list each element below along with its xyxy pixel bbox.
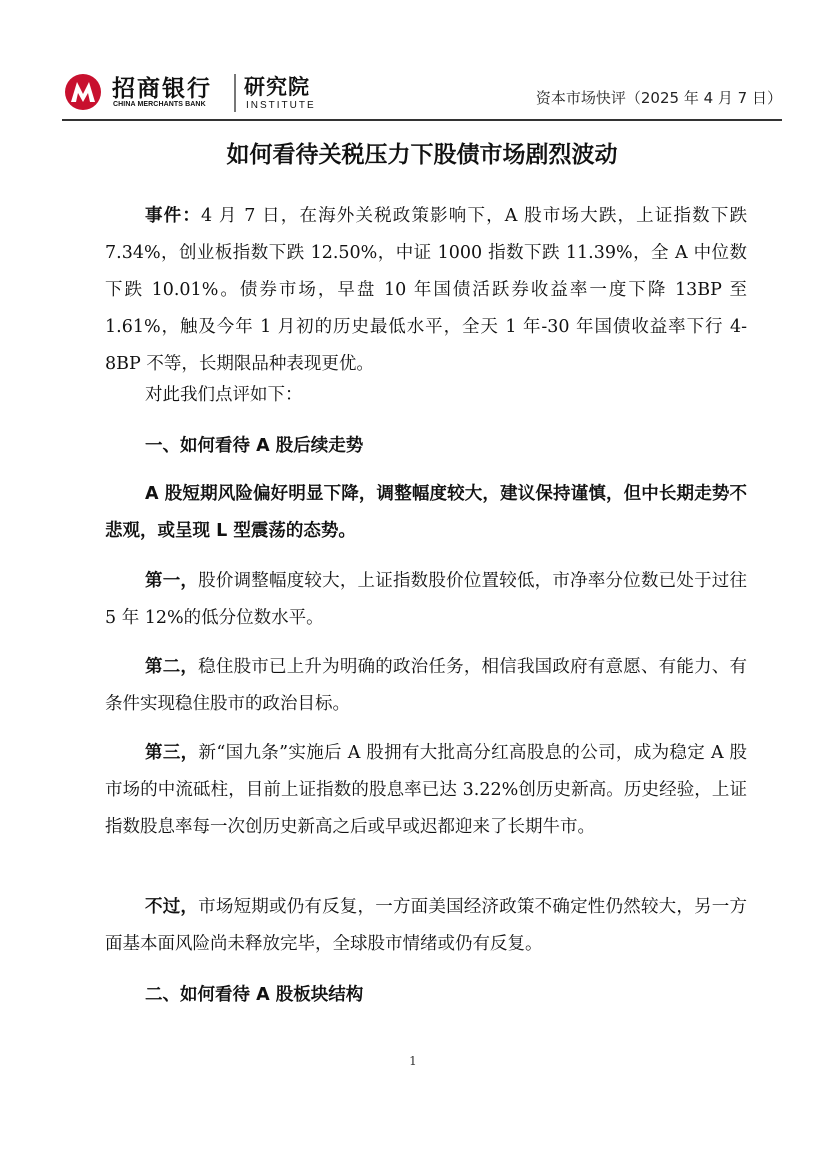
page-number: 1	[409, 1054, 417, 1068]
institute-name-cn: 研究院	[244, 75, 310, 99]
caveat-paragraph	[105, 889, 747, 963]
point-2	[105, 649, 747, 723]
point-3-label: 第三，	[145, 743, 199, 763]
event-paragraph	[105, 198, 747, 383]
point-1	[105, 563, 747, 637]
event-text: 4 月 7 日，在海外关税政策影响下，A 股市场大跌，上证指数下跌 7.34%，创业板指数下跌 12.50%，中证 1000 指数下跌 11.39%，全 A 中位数下跌 10.01%。债券市场，早盘 10 年国债活跃券收益率一度下降 13BP 至 1.61%，触及今年 1 月初的历史最低水平，全天 1 年-30 年国债收益率下行 4-8BP 不等，长期限品种表现更优。	[105, 206, 748, 374]
point-1-label: 第一，	[145, 571, 199, 591]
event-label: 事件：	[145, 206, 202, 226]
point-1-text: 股价调整幅度较大，上证指数股价位置较低，市净率分位数已处于过往 5 年 12%的低分位数水平。	[105, 571, 748, 628]
point-2-text: 稳住股市已上升为明确的政治任务，相信我国政府有意愿、有能力、有条件实现稳住股市的政治目标。	[105, 657, 748, 714]
section-heading-2: 二、如何看待 A 股板块结构	[145, 985, 364, 1005]
section-heading-1: 一、如何看待 A 股后续走势	[145, 436, 364, 456]
header-divider	[62, 119, 782, 121]
brand-divider	[234, 74, 236, 112]
brand-name-en: CHINA MERCHANTS BANK	[113, 101, 206, 108]
report-type: 资本市场快评（2025 年 4 月 7 日）	[535, 89, 782, 107]
cmb-logo	[62, 68, 362, 114]
point-3	[105, 735, 747, 846]
caveat-label: 不过，	[145, 897, 199, 917]
institute-name-en: INSTITUTE	[246, 100, 316, 111]
intro-paragraph: 对此我们点评如下：	[145, 385, 303, 405]
brand-name-cn: 招商银行	[112, 76, 212, 102]
document-title: 如何看待关税压力下股债市场剧烈波动	[226, 142, 618, 168]
cmb-logo-icon	[62, 72, 104, 112]
report-header	[62, 68, 782, 120]
point-2-label: 第二，	[145, 657, 199, 677]
point-3-text: 新“国九条”实施后 A 股拥有大批高分红高股息的公司，成为稳定 A 股市场的中流砥柱，目前上证指数的股息率已达 3.22%创历史新高。历史经验，上证指数股息率每一次创历史新高之后或早或迟都迎来了长期牛市。	[105, 743, 748, 837]
section1-summary: A 股短期风险偏好明显下降，调整幅度较大，建议保持谨慎，但中长期走势不悲观，或呈现 L 型震荡的态势。	[105, 484, 747, 541]
caveat-text: 市场短期或仍有反复，一方面美国经济政策不确定性仍然较大，另一方面基本面风险尚未释放完毕，全球股市情绪或仍有反复。	[105, 897, 748, 954]
